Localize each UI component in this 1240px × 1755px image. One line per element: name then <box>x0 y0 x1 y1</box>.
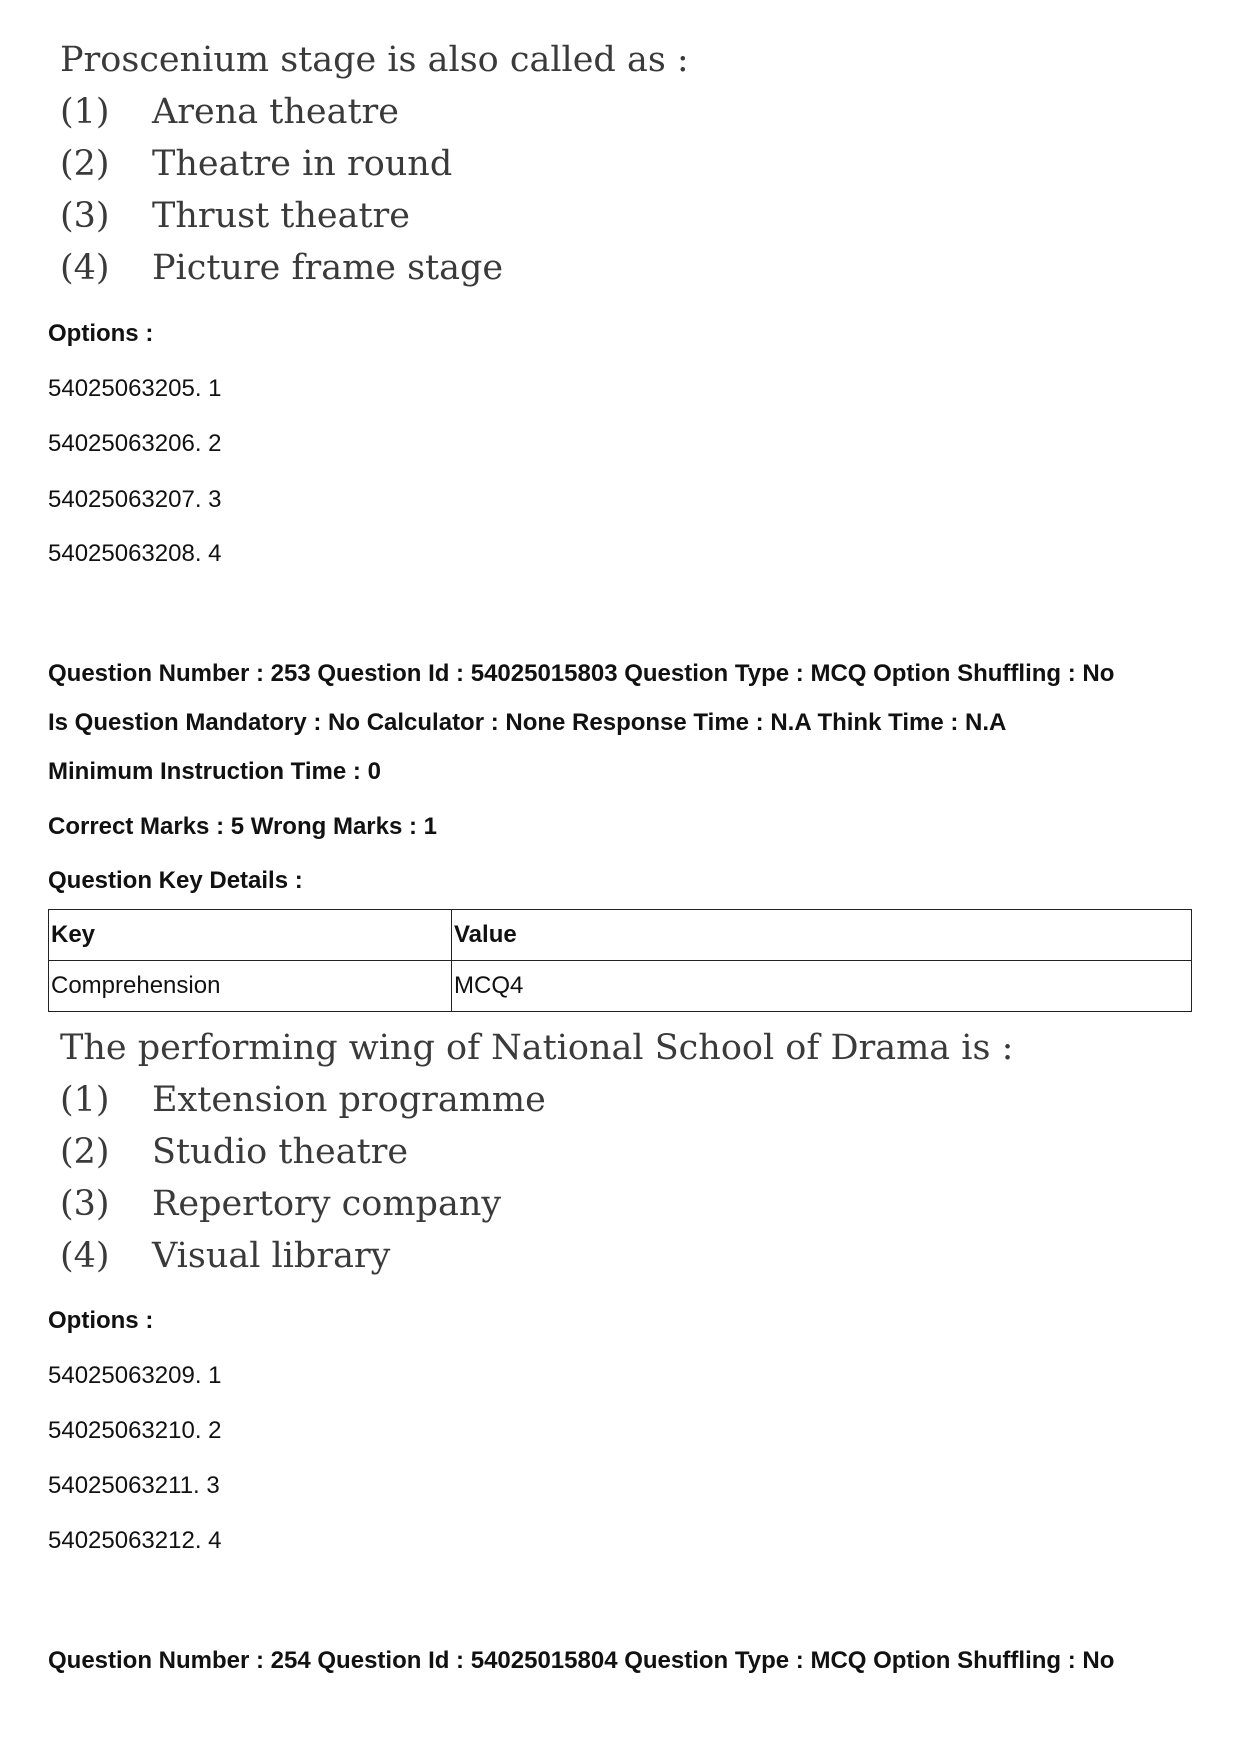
choice-text: Theatre in round <box>152 144 453 184</box>
choice-item <box>60 86 689 138</box>
option-id-line: 54025063209. 1 <box>48 1362 222 1389</box>
choice-text: Picture frame stage <box>152 248 504 288</box>
question-text: Proscenium stage is also called as : <box>60 40 689 80</box>
question-meta-line: Question Number : 254 Question Id : 54025015804 Question Type : MCQ Option Shuffling : No <box>48 1647 1115 1674</box>
option-id-line: 54025063211. 3 <box>48 1472 220 1499</box>
option-id-line: 54025063210. 2 <box>48 1417 222 1444</box>
option-id-line: 54025063205. 1 <box>48 375 222 402</box>
option-id-line: 54025063207. 3 <box>48 486 222 513</box>
choice-item <box>60 242 689 294</box>
option-id-line: 54025063208. 4 <box>48 540 222 567</box>
question-252-image <box>60 34 689 294</box>
option-id-line: 54025063206. 2 <box>48 430 222 457</box>
choice-item <box>60 138 689 190</box>
choice-text: Visual library <box>152 1236 391 1276</box>
choice-item <box>60 1178 1013 1230</box>
choice-item <box>60 1074 1013 1126</box>
table-cell-key: Comprehension <box>49 961 452 1012</box>
question-text: The performing wing of National School of Drama is : <box>60 1028 1014 1068</box>
choice-number: (3) <box>60 196 110 236</box>
choice-text: Extension programme <box>152 1080 546 1120</box>
option-id-line: 54025063212. 4 <box>48 1527 222 1554</box>
question-meta-line: Minimum Instruction Time : 0 <box>48 758 381 785</box>
choice-number: (1) <box>60 92 110 132</box>
key-details-label: Question Key Details : <box>48 867 303 894</box>
question-253-image <box>60 1022 1013 1282</box>
table-cell-value: MCQ4 <box>452 961 1192 1012</box>
choice-number: (1) <box>60 1080 110 1120</box>
choice-item <box>60 1126 1013 1178</box>
choice-text: Repertory company <box>152 1184 502 1224</box>
options-label: Options : <box>48 1307 154 1334</box>
options-label: Options : <box>48 320 154 347</box>
choice-number: (3) <box>60 1184 110 1224</box>
choice-number: (4) <box>60 1236 110 1276</box>
choice-item <box>60 1230 1013 1282</box>
question-meta-line: Question Number : 253 Question Id : 54025015803 Question Type : MCQ Option Shuffling : No <box>48 660 1115 687</box>
table-header-row <box>49 910 1192 961</box>
choice-text: Arena theatre <box>152 92 399 132</box>
question-meta-line: Is Question Mandatory : No Calculator : None Response Time : N.A Think Time : N.A <box>48 709 1007 736</box>
question-key-table <box>48 909 1192 1012</box>
marks-line: Correct Marks : 5 Wrong Marks : 1 <box>48 813 438 840</box>
choice-text: Thrust theatre <box>152 196 411 236</box>
table-row <box>49 961 1192 1012</box>
choice-number: (2) <box>60 1132 110 1172</box>
choice-item <box>60 190 689 242</box>
choice-number: (2) <box>60 144 110 184</box>
choice-number: (4) <box>60 248 110 288</box>
table-header-value: Value <box>452 910 1192 961</box>
choice-text: Studio theatre <box>152 1132 409 1172</box>
table-header-key: Key <box>49 910 452 961</box>
